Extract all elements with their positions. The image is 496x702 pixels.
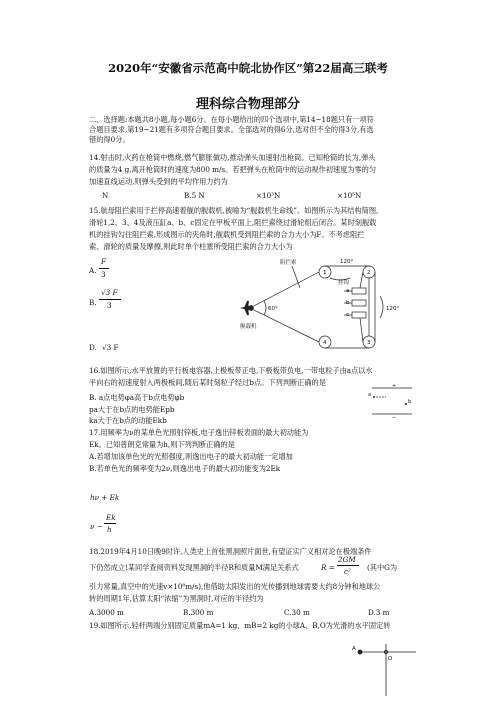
q17-expression-c: hν + Ek [90, 493, 120, 502]
label-carrier-jet: 舰载机 [240, 324, 257, 330]
intro-line-2: 合题目要求,第19~21题有多项符合题目要求。全部选对的得6分,选对但不全的得3分,有选 [89, 125, 374, 134]
q14-line-2: 的质量为4 g,离开枪筒时的速度为800 m/s。若把弹头在枪筒中的运动视作初速度为零的匀 [89, 165, 377, 174]
q14-line-3: 加速直线运动,则弹头受到的平均作用力约为 [89, 177, 228, 186]
ball-a [358, 650, 363, 655]
q15-option-a-numerator: F [101, 257, 106, 266]
q18-line-2-prefix: 下仍然成立!某同学查阅资料发现黑洞的半径R和质量M满足关系式 [89, 563, 299, 572]
arresting-gear-diagram [240, 258, 420, 356]
rod-diagram [352, 636, 424, 700]
q15-option-b-fraction-bar [99, 299, 121, 300]
q18-option-a: A.3000 m [89, 608, 124, 617]
q15-option-d-label: D. [89, 343, 97, 352]
q14-option-b: B.5 N [184, 191, 205, 200]
label-pulley-1: 1 [323, 270, 327, 276]
q16-option-b: B. a点电势φa高于b点电势φb [89, 393, 185, 402]
q15-option-a-label: A. [89, 266, 97, 275]
exam-title: 2020年“安徽省示范高中皖北协作区”第22届高三联考 [108, 61, 388, 75]
q17-expression-d-lhs: ν − [90, 522, 103, 531]
label-plus-plate: + [392, 384, 397, 389]
q16-line-1: 16.如图所示,水平放置的平行板电容器,上极板带正电,下极板带负电,一带电粒子由a点以水 [89, 366, 373, 375]
label-angle-120-top: 120° [340, 259, 354, 265]
q15-line-2: 滑轮1,2、3、4及液压缸a、b、c固定在甲板平面上,阻拦索绕过滑轮组后闭合。某时刻舰载 [89, 218, 377, 227]
label-cylinder-a: a [346, 288, 350, 294]
q14-option-c: ×10³N [256, 191, 281, 200]
q18-option-d: D.3 m [368, 608, 390, 617]
q18-option-c: C.30 m [284, 608, 310, 617]
exam-subtitle: 理科综合物理部分 [195, 97, 300, 112]
q15-option-a-fraction-bar [99, 268, 109, 269]
q19-line-1: 19.如图所示,轻杆两端分别固定质量mA=1 kg、mB=2 kg的小球A、B,O为光滑的水平固定转 [89, 621, 391, 630]
q18-formula-lhs: R = [321, 563, 335, 572]
q15-line-4: 索、滑轮的质量及摩擦,则此时单个柱塞所受阻拦索的合力大小为 [89, 242, 293, 251]
label-pivot-o: O [388, 656, 393, 662]
q18-formula-bar [337, 565, 359, 566]
q16-option-d: ka大于在b点的动能Ekb [89, 416, 167, 425]
q17-line-3: A.若增加该单色光的光照强度,则逸出电子的最大初动能一定增加 [89, 452, 293, 461]
label-point-a: a [368, 392, 372, 398]
q15-line-1: 15.航母阻拦索用于拦停高速着舰的舰载机,被喻为“舰载机生命线”。如图所示为其结构简图, [89, 206, 379, 215]
q16-line-2: 平向右的初速度射入两极板间,随后某时刻粒子经过b点。下列判断正确的是 [89, 378, 326, 387]
label-pulley-2: 2 [367, 270, 371, 276]
label-ball-a: A [352, 646, 356, 652]
q18-line-2-suffix: (其中G为 [367, 563, 398, 572]
q18-option-b: B.300 m [183, 608, 214, 617]
q16-option-c: pa大于在b点的电势能Epb [89, 405, 175, 414]
intro-line-1: 二、选择题:本题共8小题,每小题6分。在每小题给出的四个选项中,第14~18题只有一项符 [89, 115, 374, 124]
q17-line-1: 17.用频率为ν的某单色光照射锌板,电子逸出锌板表面的最大初动能为 [89, 428, 309, 437]
q18-formula-denominator: c² [344, 567, 351, 576]
q17-line-4: B.若单色光的频率变为2ν,则逸出电子的最大初动能变为2Ek [89, 464, 281, 473]
q18-line-4: 转的周期1年,估算太阳“浓缩”为黑洞时,对应的半径约为 [89, 594, 264, 603]
q15-option-b-denominator: 3 [107, 301, 112, 310]
label-pulley-4: 4 [323, 340, 327, 346]
label-cylinder-b: b [346, 300, 350, 306]
capacitor-diagram [362, 384, 420, 420]
label-arresting-cable: 阻拦索 [280, 260, 297, 266]
q15-option-d-value: √3 F [102, 343, 119, 352]
label-angle-60: 60° [268, 306, 278, 312]
q15-line-3: 机的挂钩勾住阻拦索,形成图示的夹角时,舰载机受到阻拦索的合力大小为F。不考虑阻拦 [89, 230, 365, 239]
intro-line-3: 错的得0分。 [89, 135, 130, 144]
q18-formula-numerator: 2GM [338, 555, 356, 564]
label-hook: 挂钩 [338, 280, 350, 286]
q15-option-a-denominator: 3 [101, 270, 106, 279]
q14-line-1: 14.射击时,火药在枪筒中燃烧,燃气膨胀做功,推动弹头加速射出枪筒。已知枪筒的长为,弹头 [89, 153, 376, 162]
q15-option-b-label: B. [89, 298, 97, 307]
label-angle-120-right: 120° [386, 306, 400, 312]
label-point-b: b [408, 399, 412, 405]
q14-option-d: ×10⁵N [337, 191, 362, 200]
q17-expression-d-numerator: Ek [106, 513, 116, 522]
label-pulley-3: 3 [367, 340, 371, 346]
q18-line-3: 引力常量,真空中的光速v×10⁸m/s),他借助太阳发出的光传播到地球需要大约8分钟和地球公 [89, 582, 381, 591]
q18-line-1: 18.2019年4月10日晚9时许,人类史上首张黑洞照片面世,有望证实广义相对论在极端条件 [89, 547, 372, 556]
label-minus-plate: − [392, 415, 397, 420]
q17-expression-d-denominator: h [107, 525, 112, 534]
label-cylinder-c: c [346, 312, 350, 318]
q14-option-a: N [102, 191, 109, 200]
q15-option-b-numerator: √3 F [101, 288, 118, 297]
q17-line-2: Ek。已知普朗克常量为h,则下列判断正确的是 [89, 440, 235, 449]
q17-expression-d-bar [104, 523, 116, 524]
